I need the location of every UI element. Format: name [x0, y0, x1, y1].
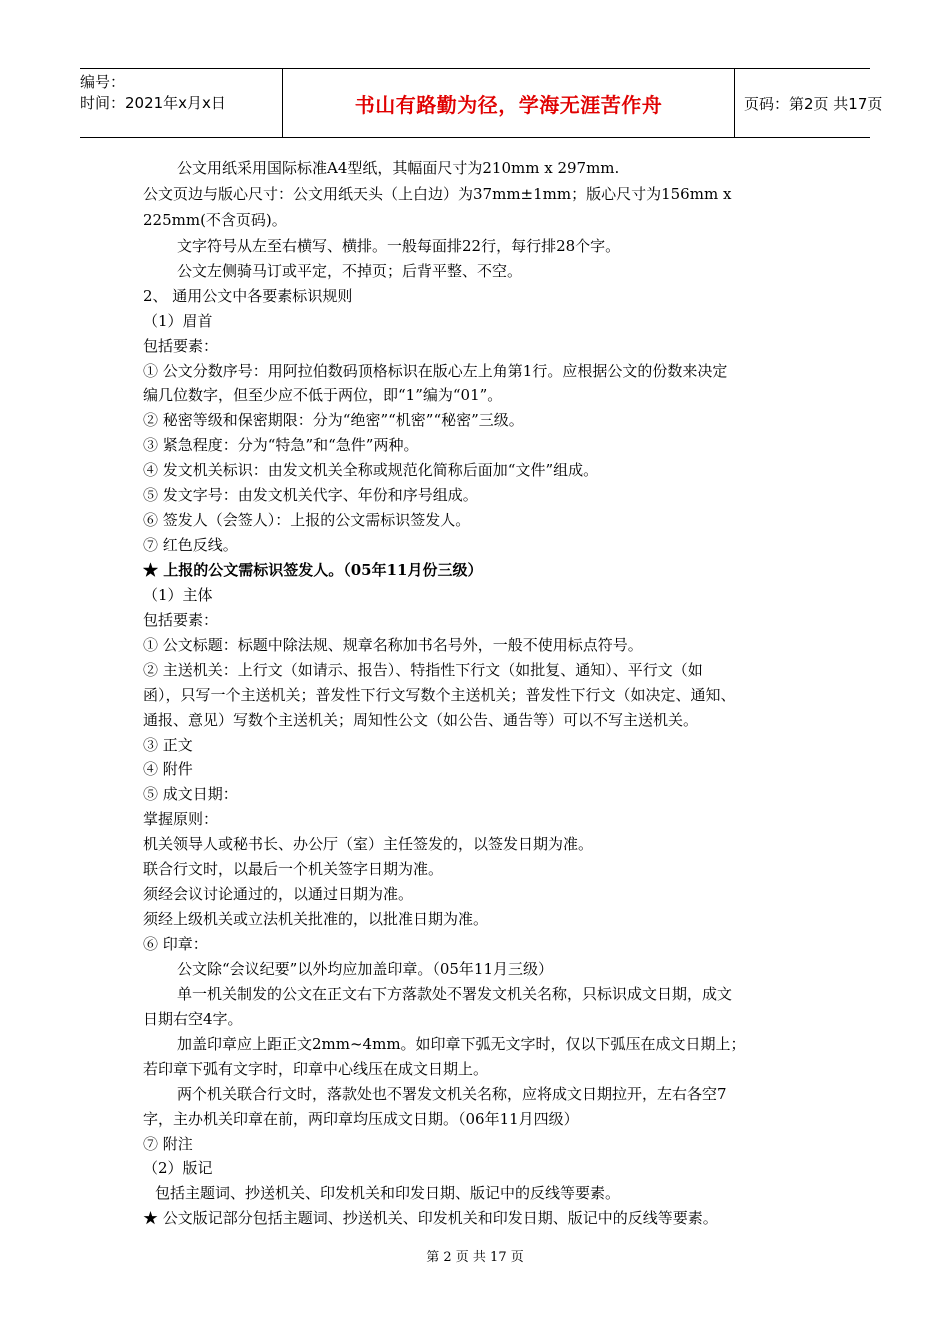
list-item: ③ 正文: [143, 736, 193, 754]
list-item: ⑤ 发文字号：由发文机关代字、年份和序号组成。: [143, 486, 478, 504]
list-item: ⑥ 印章：: [143, 935, 208, 953]
paragraph-line: 须经上级机关或立法机关批准的，以批准日期为准。: [143, 910, 489, 928]
list-item-continuation: 函），只写一个主送机关；普发性下行文写数个主送机关；普发性下行文（如决定、通知、: [143, 686, 736, 704]
list-item: ⑦ 附注: [143, 1135, 193, 1153]
paragraph-line: 公文用纸采用国际标准A4型纸，其幅面尺寸为210mm x 297mm.: [177, 159, 620, 177]
list-item: ④ 附件: [143, 760, 193, 778]
time-label: 时间：2021年x月x日: [80, 94, 226, 112]
list-item: ④ 发文机关标识：由发文机关全称或规范化简称后面加“文件”组成。: [143, 461, 599, 479]
paragraph-line: 掌握原则：: [143, 810, 219, 828]
paragraph-line: 机关领导人或秘书长、办公厅（室）主任签发的，以签发日期为准。: [143, 835, 594, 853]
list-item: ⑤ 成文日期：: [143, 785, 238, 803]
paragraph-line: 公文页边与版心尺寸：公文用纸天头（上白边）为37mm±1mm；版心尺寸为156mm x: [143, 185, 732, 203]
document-header: [80, 68, 883, 138]
paragraph-line: 联合行文时，以最后一个机关签字日期为准。: [143, 860, 444, 878]
page-footer: 第 2 页 共 17 页: [426, 1250, 524, 1265]
paragraph-line: 须经会议讨论通过的，以通过日期为准。: [143, 885, 414, 903]
paragraph-line: 字，主办机关印章在前，两印章均压成文日期。（06年11月四级）: [143, 1110, 579, 1128]
number-label: 编号：: [80, 73, 126, 91]
star-note: ★ 公文版记部分包括主题词、抄送机关、印发机关和印发日期、版记中的反线等要素。: [143, 1209, 718, 1227]
list-item: ① 公文标题：标题中除法规、规章名称加书名号外，一般不使用标点符号。: [143, 636, 643, 654]
star-note: ★ 上报的公文需标识签发人。（05年11月份三级）: [143, 561, 483, 579]
subsection-heading: （1）眉首: [143, 312, 213, 330]
list-item: ⑥ 签发人（会签人）：上报的公文需标识签发人。: [143, 511, 471, 529]
paragraph-line: 公文除“会议纪要”以外均应加盖印章。（05年11月三级）: [177, 960, 554, 978]
motto-text: 书山有路勤为径，学海无涯苦作舟: [354, 92, 663, 117]
paragraph-line: 若印章下弧有文字时，印章中心线压在成文日期上。: [143, 1060, 489, 1078]
list-item-continuation: 编几位数字，但至少应不低于两位，即“1”编为“01”。: [143, 386, 503, 404]
paragraph-line: 包括主题词、抄送机关、印发机关和印发日期、版记中的反线等要素。: [155, 1184, 621, 1202]
paragraph-line: 包括要素：: [143, 611, 219, 629]
paragraph-line: 文字符号从左至右横写、横排。一般每面排22行，每行排28个字。: [177, 237, 621, 255]
list-item: ① 公文分数序号：用阿拉伯数码顶格标识在版心左上角第1行。应根据公文的份数来决定: [143, 362, 728, 380]
paragraph-line: 单一机关制发的公文在正文右下方落款处不署发文机关名称，只标识成文日期，成文: [177, 985, 733, 1003]
list-item: ⑦ 红色反线。: [143, 536, 238, 554]
page-info-text: 页码：第2页 共17页: [744, 94, 883, 113]
paragraph-line: 两个机关联合行文时，落款处也不署发文机关名称，应将成文日期拉开，左右各空7: [177, 1085, 727, 1103]
header-meta: [80, 69, 282, 137]
paragraph-line: 公文左侧骑马订或平定，不掉页；后背平整、不空。: [177, 262, 523, 280]
list-item: ③ 紧急程度：分为“特急”和“急件”两种。: [143, 436, 419, 454]
paragraph-line: 加盖印章应上距正文2mm~4mm。如印章下弧无文字时，仅以下弧压在成文日期上；: [177, 1035, 746, 1053]
section-heading: 2、 通用公文中各要素标识规则: [143, 287, 353, 305]
header-page-info: [735, 69, 883, 137]
list-item: ② 主送机关：上行文（如请示、报告）、特指性下行文（如批复、通知）、平行文（如: [143, 661, 703, 679]
list-item-continuation: 通报、意见）写数个主送机关；周知性公文（如公告、通告等）可以不写主送机关。: [143, 711, 699, 729]
subsection-heading: （1）主体: [143, 586, 213, 604]
subsection-heading: （2）版记: [143, 1159, 213, 1177]
paragraph-line: 日期右空4字。: [143, 1010, 243, 1028]
paragraph-line: 225mm(不含页码)。: [143, 211, 287, 229]
paragraph-line: 包括要素：: [143, 337, 219, 355]
header-motto-cell: [282, 69, 735, 137]
list-item: ② 秘密等级和保密期限：分为“绝密”“机密”“秘密”三级。: [143, 411, 524, 429]
